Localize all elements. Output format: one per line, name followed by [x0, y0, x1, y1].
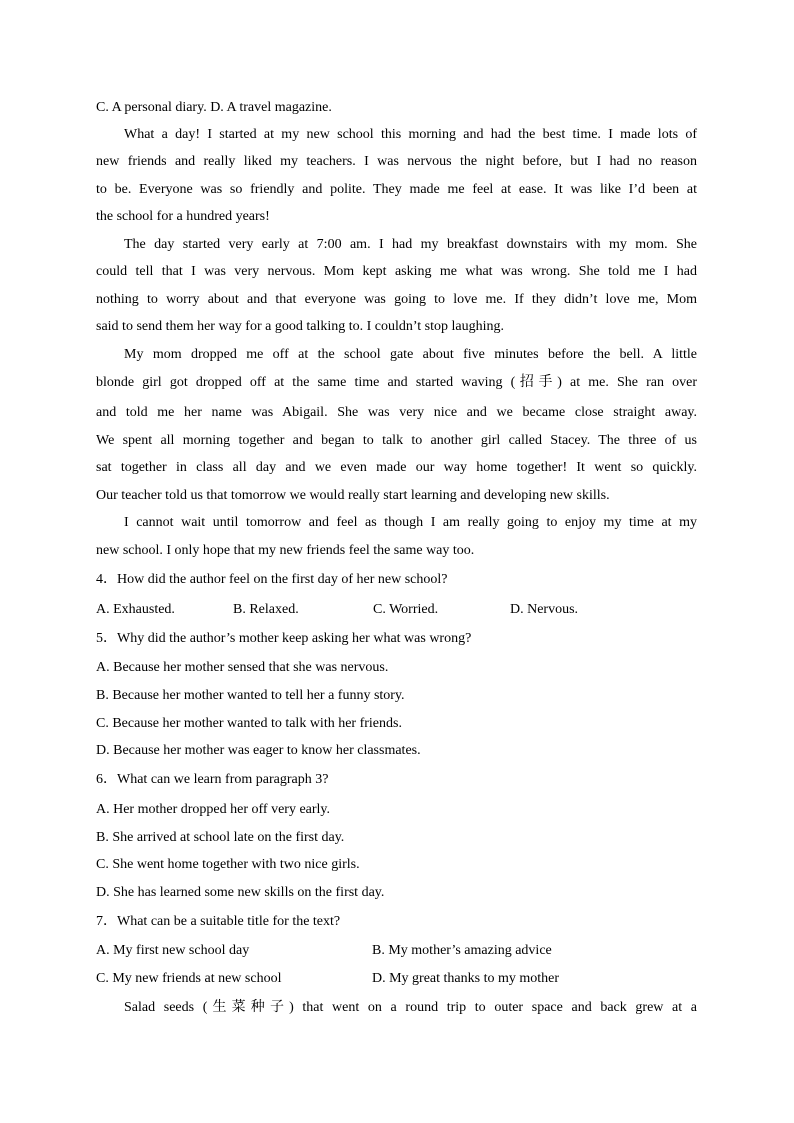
- text-line: new friends and really liked my teachers. I was nervous the night before, but I had no reason: [96, 154, 697, 169]
- text-line: new school. I only hope that my new friends feel the same way too.: [96, 543, 475, 558]
- text-line: said to send them her way for a good talking to. I couldn’t stop laughing.: [96, 319, 505, 334]
- option-c[interactable]: C. Because her mother wanted to talk with her friends.: [96, 716, 402, 731]
- text-line: could tell that I was very nervous. Mom kept asking me what was wrong. She told me I had: [96, 264, 697, 279]
- text-line: I cannot wait until tomorrow and feel as though I am really going to enjoy my time at my: [124, 515, 697, 530]
- option-a[interactable]: A. My first new school day: [96, 943, 250, 958]
- option-b[interactable]: B. She arrived at school late on the first day.: [96, 830, 345, 845]
- text-line: My mom dropped me off at the school gate about five minutes before the bell. A little: [124, 347, 697, 362]
- text-line: the school for a hundred years!: [96, 209, 270, 224]
- previous-question-options: C. A personal diary. D. A travel magazine.: [96, 100, 332, 115]
- question-stem: 6．What can we learn from paragraph 3?: [96, 772, 329, 787]
- text-line: What a day! I started at my new school this morning and had the best time. I made lots of: [124, 127, 697, 142]
- text-line: nothing to worry about and that everyone was going to love me. If they didn’t love me, Mom: [96, 292, 697, 307]
- option-b[interactable]: B. Because her mother wanted to tell her a funny story.: [96, 688, 405, 703]
- question-stem: 7．What can be a suitable title for the text?: [96, 914, 341, 929]
- text-line: Our teacher told us that tomorrow we would really start learning and developing new skills.: [96, 488, 610, 503]
- option-a[interactable]: A. Her mother dropped her off very early.: [96, 802, 331, 817]
- question-stem: 5．Why did the author’s mother keep asking her what was wrong?: [96, 631, 472, 646]
- text-line: We spent all morning together and began to talk to another girl called Stacey. The three of us: [96, 433, 697, 448]
- option-d[interactable]: D. Nervous.: [510, 602, 579, 617]
- text-line: sat together in class all day and we even made our way home together! It went so quickly.: [96, 460, 697, 475]
- option-b[interactable]: B. Relaxed.: [233, 602, 299, 617]
- option-d[interactable]: D. Because her mother was eager to know her classmates.: [96, 743, 421, 758]
- text-line: The day started very early at 7:00 am. I had my breakfast downstairs with my mom. She: [124, 237, 697, 252]
- option-c[interactable]: C. She went home together with two nice girls.: [96, 857, 360, 872]
- option-d[interactable]: D. My great thanks to my mother: [372, 971, 560, 986]
- text-line: blonde girl got dropped off at the same time and started waving (招手) at me. She ran over: [96, 375, 697, 390]
- next-passage-first-line: Salad seeds (生菜种子) that went on a round trip to outer space and back grew at a: [124, 1000, 697, 1015]
- text-line: and told me her name was Abigail. She was very nice and we became close straight away.: [96, 405, 697, 420]
- option-c[interactable]: C. Worried.: [373, 602, 439, 617]
- option-a[interactable]: A. Exhausted.: [96, 602, 175, 617]
- question-stem: 4．How did the author feel on the first day of her new school?: [96, 572, 448, 587]
- text-line: to be. Everyone was so friendly and polite. They made me feel at ease. It was like I’d been at: [96, 182, 697, 197]
- option-d[interactable]: D. She has learned some new skills on the first day.: [96, 885, 385, 900]
- option-b[interactable]: B. My mother’s amazing advice: [372, 943, 552, 958]
- option-c[interactable]: C. My new friends at new school: [96, 971, 282, 986]
- option-a[interactable]: A. Because her mother sensed that she was nervous.: [96, 660, 389, 675]
